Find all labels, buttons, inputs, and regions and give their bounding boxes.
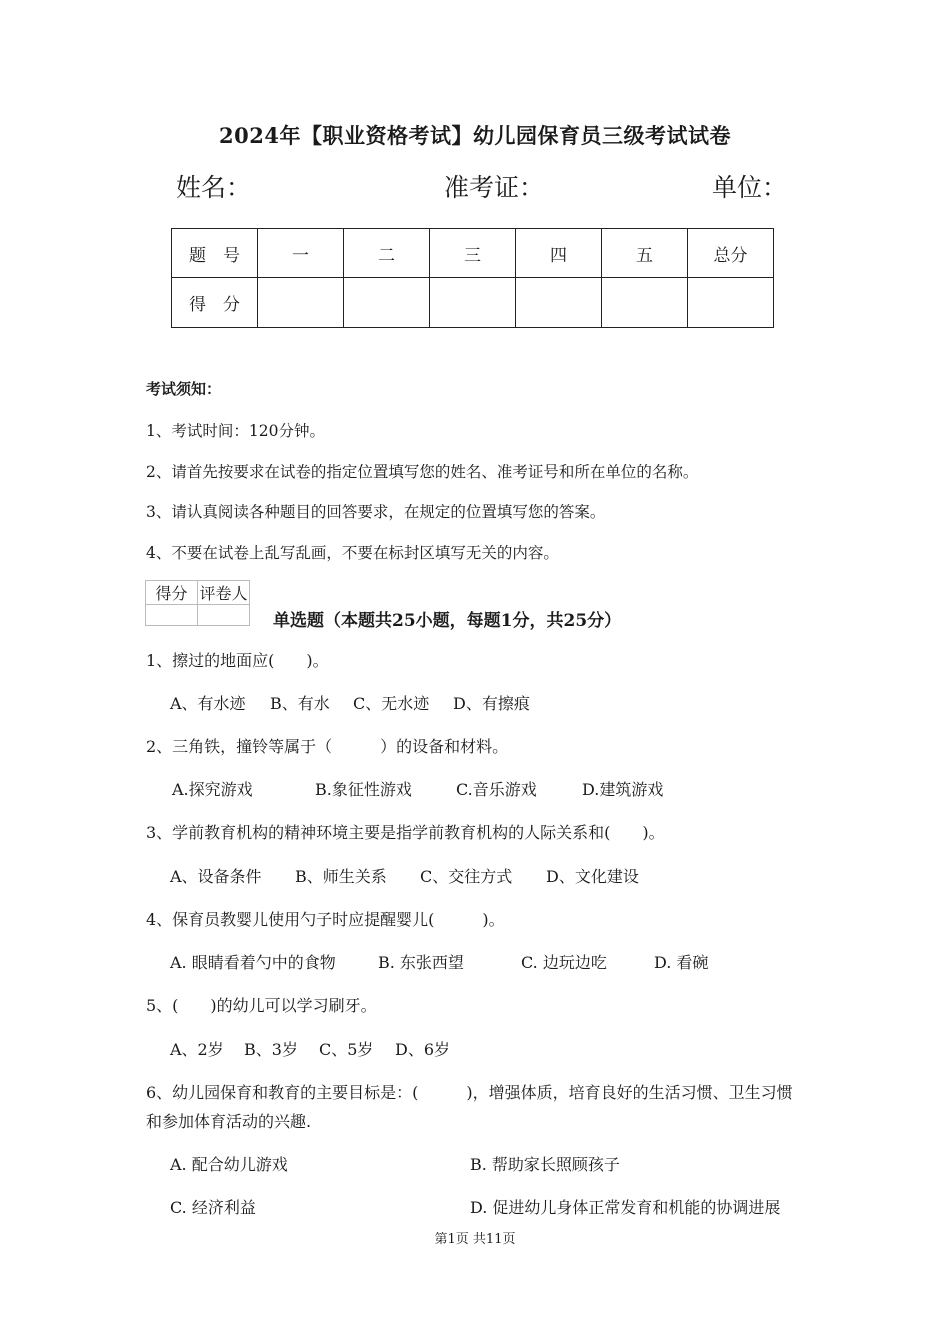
notice-item: 2、请首先按要求在试卷的指定位置填写您的姓名、准考证号和所在单位的名称。 [146,463,699,481]
score-table-header-row [172,229,774,278]
option-a[interactable]: A、设备条件 [170,867,262,886]
question-stem-continued: 和参加体育活动的兴趣. [146,1112,312,1131]
option-b[interactable]: B、有水 [270,694,330,713]
option-a[interactable]: A.探究游戏 [172,780,253,799]
grader-name-label: 评卷人 [198,581,250,605]
option-c[interactable]: C. 经济利益 [170,1198,256,1217]
option-d[interactable]: D.建筑游戏 [582,780,664,799]
question-stem: 1、擦过的地面应( )。 [146,651,329,670]
page-title: 2024年【职业资格考试】幼儿园保育员三级考试试卷 [219,123,731,148]
page-footer: 第1页 共11页 [434,1232,516,1247]
option-b[interactable]: B.象征性游戏 [315,780,412,799]
notice-item: 3、请认真阅读各种题目的回答要求，在规定的位置填写您的答案。 [146,503,606,521]
score-input-cell[interactable] [430,278,516,328]
score-table [171,228,774,328]
score-header-cell: 一 [258,229,344,278]
score-input-cell[interactable] [516,278,602,328]
section-title: 单选题（本题共25小题，每题1分，共25分） [273,611,622,631]
exam-id-label: 准考证： [444,173,545,202]
score-row-label: 得 分 [172,278,258,328]
score-input-cell[interactable] [688,278,774,328]
option-d[interactable]: D、6岁 [395,1040,451,1059]
score-table-score-row [172,278,774,328]
option-d[interactable]: D. 促进幼儿身体正常发育和机能的协调进展 [470,1198,781,1217]
question-stem: 5、( )的幼儿可以学习刷牙。 [146,996,377,1015]
option-a[interactable]: A、2岁 [170,1040,224,1059]
question-stem: 6、幼儿园保育和教育的主要目标是：( )，增强体质，培育良好的生活习惯、卫生习惯 [146,1083,793,1102]
option-c[interactable]: C、交往方式 [420,867,513,886]
option-d[interactable]: D. 看碗 [654,953,709,972]
score-input-cell[interactable] [258,278,344,328]
score-header-cell: 二 [344,229,430,278]
score-input-cell[interactable] [344,278,430,328]
unit-label: 单位： [712,173,788,202]
notice-item: 4、不要在试卷上乱写乱画，不要在标封区填写无关的内容。 [146,544,559,562]
option-b[interactable]: B、3岁 [244,1040,298,1059]
grader-box [145,580,250,626]
question-stem: 4、保育员教婴儿使用勺子时应提醒婴儿( )。 [146,910,505,929]
option-b[interactable]: B. 东张西望 [378,953,464,972]
notice-heading: 考试须知： [146,380,222,398]
name-label: 姓名： [176,173,252,202]
option-b[interactable]: B. 帮助家长照顾孩子 [470,1155,620,1174]
score-header-cell: 总分 [688,229,774,278]
option-a[interactable]: A、有水迹 [170,694,246,713]
option-b[interactable]: B、师生关系 [295,867,387,886]
grader-name-cell[interactable] [198,605,250,626]
score-header-cell: 三 [430,229,516,278]
question-stem: 3、学前教育机构的精神环境主要是指学前教育机构的人际关系和( )。 [146,823,665,842]
score-header-cell: 四 [516,229,602,278]
option-a[interactable]: A. 配合幼儿游戏 [170,1155,288,1174]
option-c[interactable]: C. 边玩边吃 [521,953,607,972]
option-d[interactable]: D、有擦痕 [453,694,530,713]
option-c[interactable]: C、无水迹 [353,694,430,713]
option-d[interactable]: D、文化建设 [546,867,639,886]
option-a[interactable]: A. 眼睛看着勺中的食物 [170,953,336,972]
notice-item: 1、考试时间：120分钟。 [146,422,325,440]
score-input-cell[interactable] [602,278,688,328]
score-header-cell: 题 号 [172,229,258,278]
score-header-cell: 五 [602,229,688,278]
grader-score-cell[interactable] [146,605,198,626]
option-c[interactable]: C.音乐游戏 [456,780,537,799]
grader-score-label: 得分 [146,581,198,605]
option-c[interactable]: C、5岁 [319,1040,374,1059]
question-stem: 2、三角铁，撞铃等属于（ ）的设备和材料。 [146,737,509,756]
